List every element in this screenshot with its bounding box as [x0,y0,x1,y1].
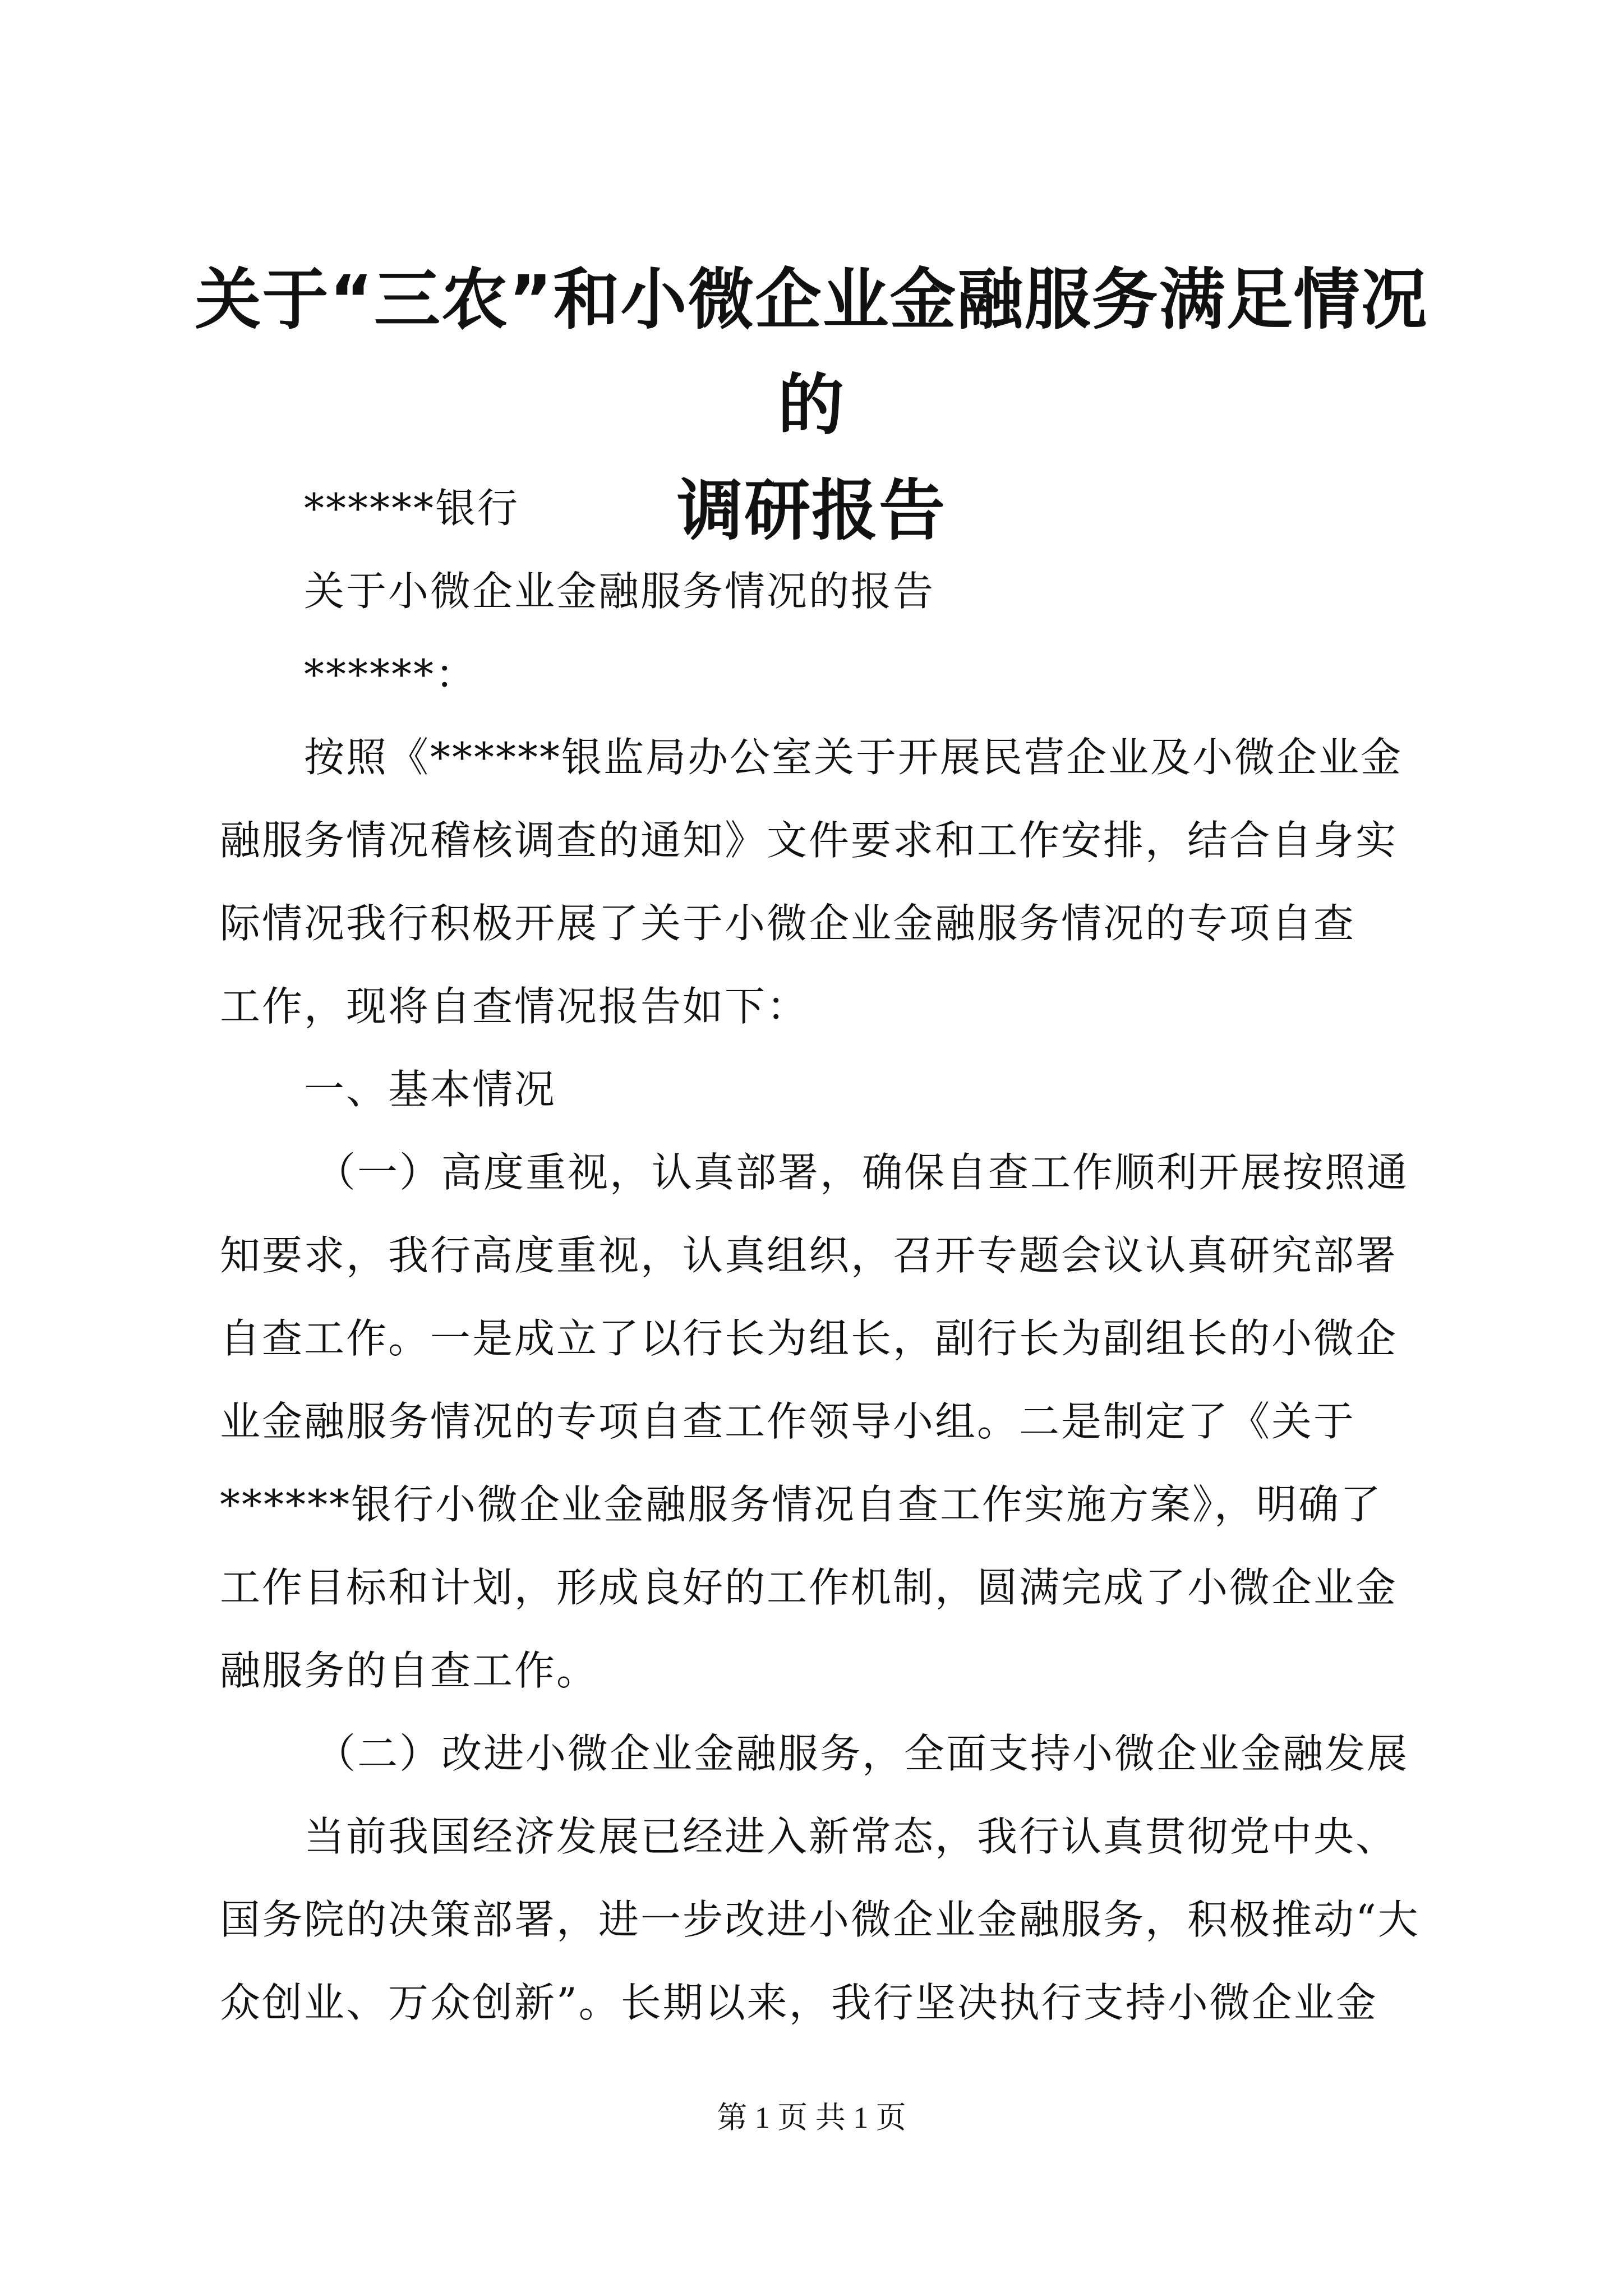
document-body [220,467,1420,2044]
bank-name-line: ******银行 [304,485,520,532]
report-subtitle-line: 关于小微企业金融服务情况的报告 [304,568,935,615]
paragraph-line: 自查工作。一是成立了以行长为组长，副行长为副组长的小微企 [220,1315,1398,1362]
subsection-heading-1: （一）高度重视，认真部署，确保自查工作顺利开展按照通 [315,1149,1409,1196]
page-footer [0,2098,1623,2137]
paragraph-line: 际情况我行积极开展了关于小微企业金融服务情况的专项自查 [220,900,1356,947]
paragraph-line: 融服务情况稽核调查的通知》文件要求和工作安排，结合自身实 [220,817,1398,864]
paragraph-line: 业金融服务情况的专项自查工作领导小组。二是制定了《关于 [220,1398,1356,1445]
subsection-heading-2: （二）改进小微企业金融服务，全面支持小微企业金融发展 [315,1730,1409,1777]
section-heading-basic: 一、基本情况 [304,1066,557,1113]
paragraph-line: 当前我国经济发展已经进入新常态，我行认真贯彻党中央、 [304,1813,1398,1860]
paragraph-line: 按照《******银监局办公室关于开展民营企业及小微企业金 [304,734,1403,781]
paragraph-line: 工作目标和计划，形成良好的工作机制，圆满完成了小微企业金 [220,1564,1398,1611]
paragraph-line: 众创业、万众创新”。长期以来，我行坚决执行支持小微企业金 [220,1979,1378,2026]
paragraph-line: 国务院的决策部署，进一步改进小微企业金融服务，积极推动“大 [220,1896,1420,1943]
title-line-1: 关于“三农”和小微企业金融服务满足情况的 [195,261,1428,444]
paragraph-line: ******银行小微企业金融服务情况自查工作实施方案》，明确了 [220,1481,1383,1528]
paragraph-line: 工作，现将自查情况报告如下： [220,983,809,1030]
paragraph-line: 融服务的自查工作。 [220,1647,599,1694]
title-line-2: 调研报告 [676,472,946,549]
salutation-line: ******： [304,651,478,698]
page-number-label: 第 1 页 共 1 页 [717,2101,906,2134]
paragraph-line: 知要求，我行高度重视，认真组织，召开专题会议认真研究部署 [220,1232,1398,1279]
